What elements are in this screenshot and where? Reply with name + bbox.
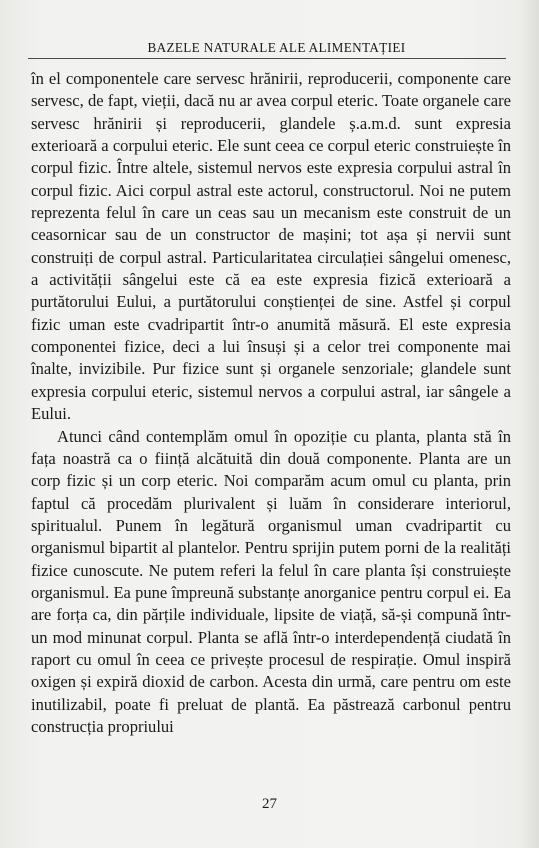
body-text: [31, 68, 511, 738]
paragraph-1: în el componentele care servesc hrănirii, reproducerii, componente care servesc, de fapt, vieții, dacă nu ar avea corpul eteric. Toate organele care servesc hrănirii și reproducerii, glandele ș.a.m.d. sunt expresia exterioară a corpului eteric. Ele sunt ceea ce corpul eteric construiește în corpul fizic. Între altele, sistemul nervos este expresia corpului astral în corpul fizic. Aici corpul astral este actorul, constructorul. Noi ne putem reprezenta felul în care un ceas sau un mecanism este construit de un ceasornicar sau de un constructor de mașini; tot așa și nervii sunt construiți de corpul astral. Particularitatea circulației sângelui omenesc, a activității sângelui este că ea este expresia fizică exterioară a purtătorului Eului, a purtătorului conștienței de sine. Astfel și corpul fizic uman este cvadripartit într-o anumită măsură. El este expresia componentei fizice, deci a lui însuși și a celor trei componente mai înalte, invizibile. Pur fizice sunt și organele senzoriale; glandele sunt expresia corpului eteric, sistemul nervos a corpului astral, iar sângele a Eului.: [31, 69, 511, 424]
paragraph-2: Atunci când contemplăm omul în opoziție cu planta, planta stă în fața noastră ca o ființă alcătuită din două componente. Planta are un corp fizic și un corp eteric. Noi comparăm acum omul cu planta, prin faptul că procedăm plurivalent și luăm în considerare interiorul, spiritualul. Punem în legătură organismul uman cvadripartit cu organismul bipartit al plantelor. Pentru sprijin putem porni de la realități fizice cunoscute. Ne putem referi la felul în care planta își construiește organismul. Ea pune împreună substanțe anorganice pentru corpul ei. Ea are forța ca, din părțile individuale, lipsite de viață, să-și compună într-un mod minunat corpul. Planta se află într-o interdependență ciudată în raport cu omul în ceea ce privește procesul de respirație. Omul inspiră oxigen și expiră dioxid de carbon. Acesta din urmă, care pentru om este inutilizabil, poate fi preluat de plantă. Ea păstrează carbonul pentru construcția propriului: [31, 426, 511, 736]
header-rule: [28, 58, 506, 59]
page-number: 27: [262, 796, 277, 812]
page-edge-shadow: [521, 0, 539, 848]
running-header: BAZELE NATURALE ALE ALIMENTAȚIEI: [147, 40, 406, 55]
